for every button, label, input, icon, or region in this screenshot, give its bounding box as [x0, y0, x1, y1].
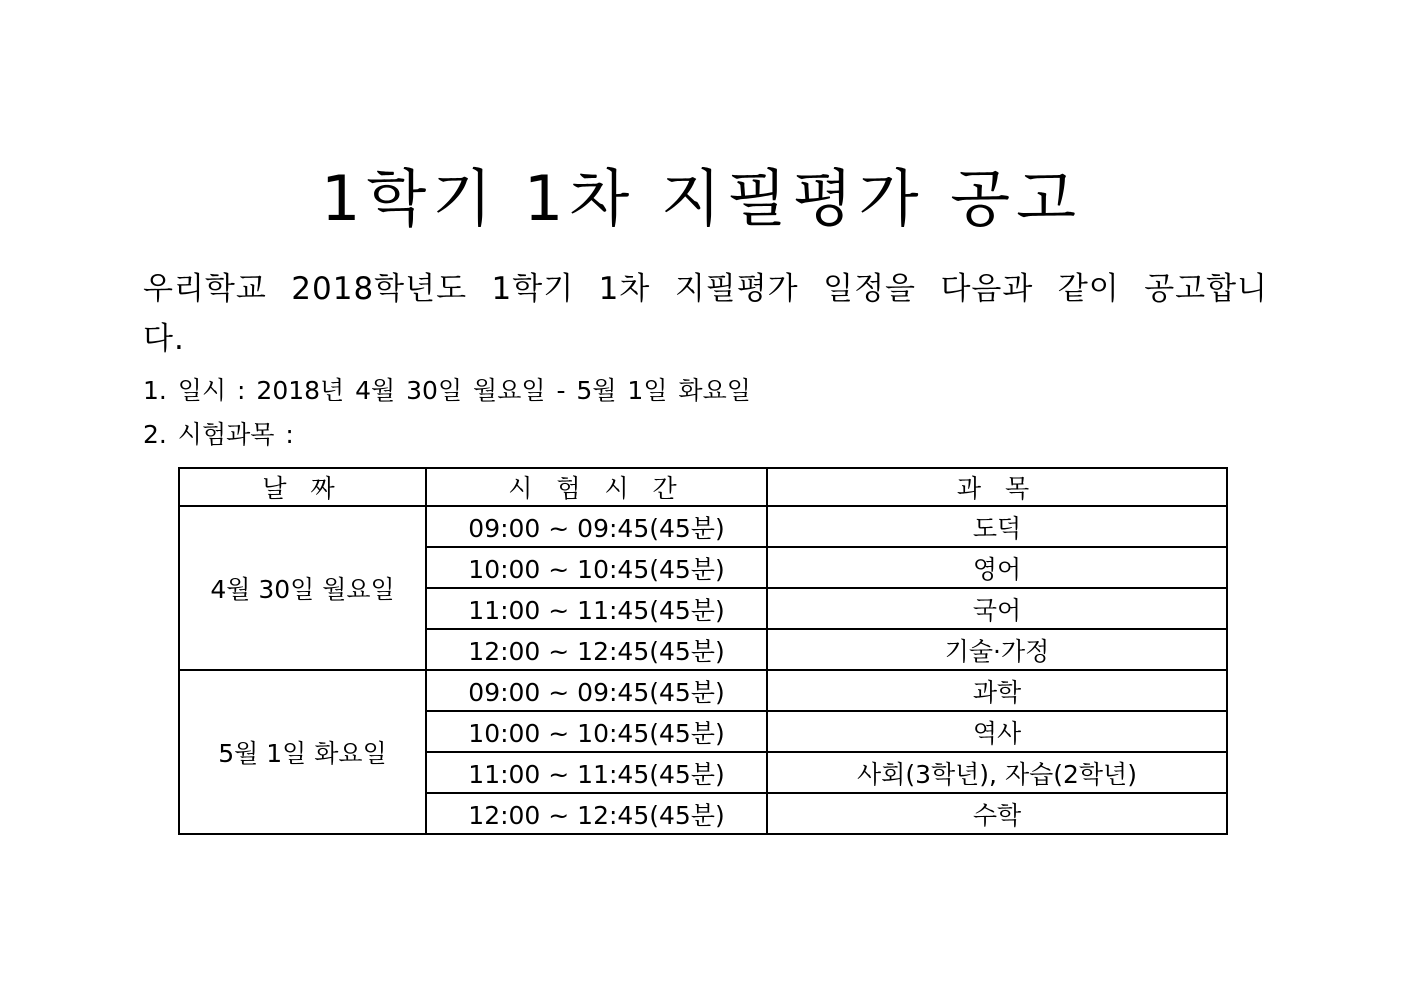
exam-period-item: 1. 일시 : 2018년 4월 30일 월요일 - 5월 1일 화요일 [143, 376, 751, 405]
time-cell: 12:00 ~ 12:45(45분) [426, 793, 767, 834]
table-row [179, 506, 1227, 547]
subject-cell: 과학 [767, 670, 1227, 711]
header-subject: 과 목 [767, 468, 1227, 506]
time-cell: 10:00 ~ 10:45(45분) [426, 547, 767, 588]
table-header-row [179, 468, 1227, 506]
page-title: 1학기 1차 지필평가 공고 [320, 162, 1083, 235]
subject-cell: 영어 [767, 547, 1227, 588]
subject-cell: 사회(3학년), 자습(2학년) [767, 752, 1227, 793]
time-cell: 10:00 ~ 10:45(45분) [426, 711, 767, 752]
intro-paragraph [143, 264, 1268, 364]
subject-cell: 국어 [767, 588, 1227, 629]
subject-cell: 도덕 [767, 506, 1227, 547]
exam-subjects-item: 2. 시험과목 : [143, 420, 294, 449]
header-time: 시 험 시 간 [426, 468, 767, 506]
subject-cell: 기술·가정 [767, 629, 1227, 670]
time-cell: 12:00 ~ 12:45(45분) [426, 629, 767, 670]
exam-schedule-table [178, 467, 1228, 835]
intro-line-2: 다. [143, 321, 185, 357]
subject-cell: 수학 [767, 793, 1227, 834]
header-date: 날 짜 [179, 468, 426, 506]
time-cell: 09:00 ~ 09:45(45분) [426, 506, 767, 547]
time-cell: 09:00 ~ 09:45(45분) [426, 670, 767, 711]
date-cell: 4월 30일 월요일 [179, 506, 426, 670]
time-cell: 11:00 ~ 11:45(45분) [426, 588, 767, 629]
intro-line-1: 우리학교 2018학년도 1학기 1차 지필평가 일정을 다음과 같이 공고합니 [143, 271, 1268, 307]
date-cell: 5월 1일 화요일 [179, 670, 426, 834]
subject-cell: 역사 [767, 711, 1227, 752]
table-row [179, 670, 1227, 711]
time-cell: 11:00 ~ 11:45(45분) [426, 752, 767, 793]
